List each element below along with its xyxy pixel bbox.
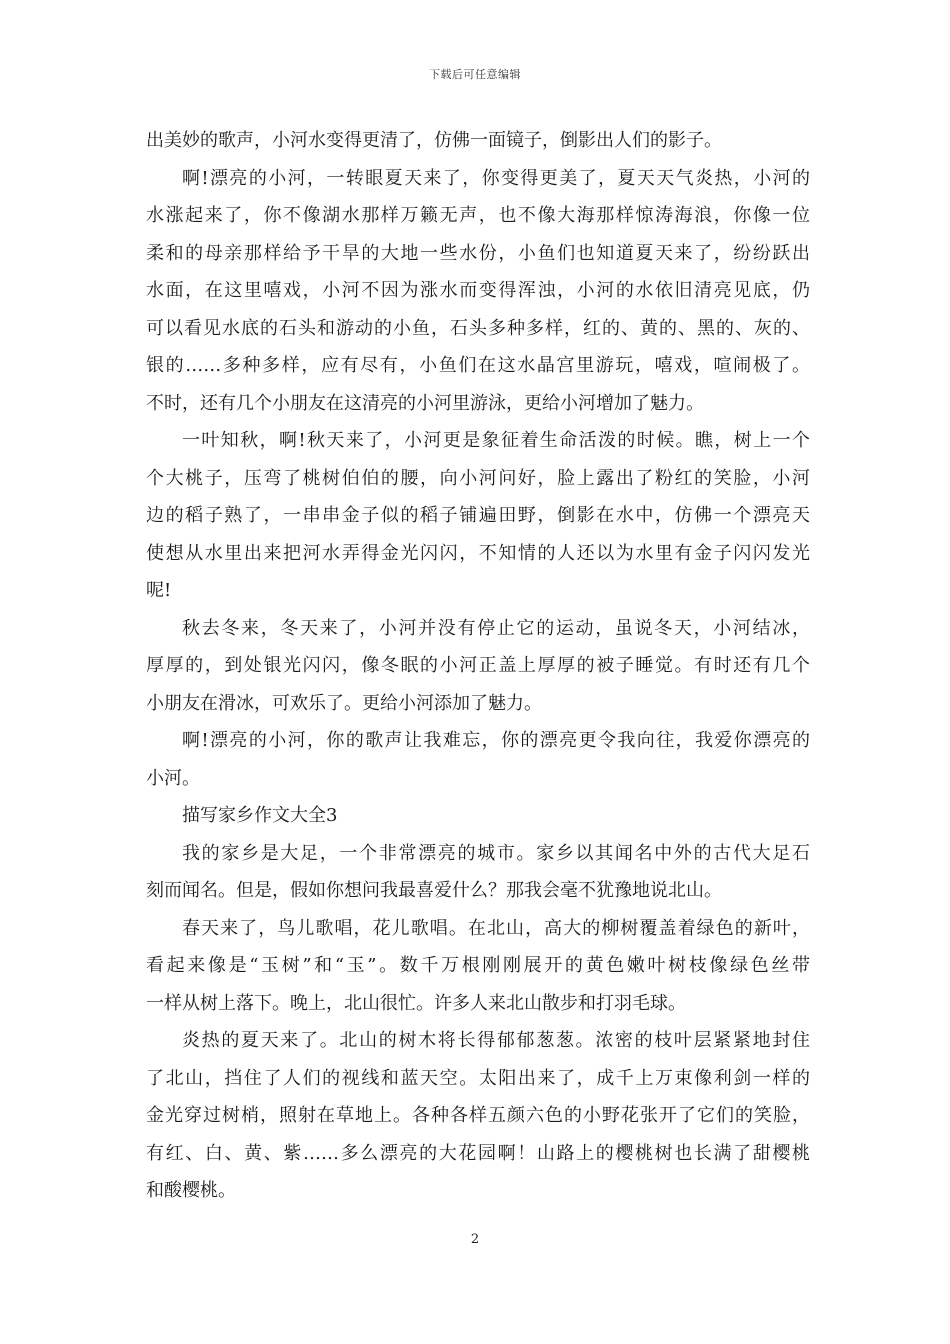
text-line: 刻而闻名。但是，假如你想问我最喜爱什么？那我会毫不犹豫地说北山。 [146,880,722,901]
text-line: 使想从水里出来把河水弄得金光闪闪，不知情的人还以为水里有金子闪闪发光 [146,542,810,564]
paragraph-start-line: 春天来了，鸟儿歌唱，花儿歌唱。在北山，高大的柳树覆盖着绿色的新叶， [182,917,810,939]
paragraph-start-line: 炎热的夏天来了。北山的树木将长得郁郁葱葱。浓密的枝叶层紧紧地封住 [182,1030,810,1051]
text-line: 水涨起来了，你不像湖水那样万籁无声，也不像大海那样惊涛海浪，你像一位 [146,205,810,226]
text-line: 厚厚的，到处银光闪闪，像冬眠的小河正盖上厚厚的被子睡觉。有时还有几个 [146,655,810,676]
page-number: 2 [470,1232,480,1247]
text-line: 不时，还有几个小朋友在这清亮的小河里游泳，更给小河增加了魅力。 [146,392,704,414]
paragraph-start-line: 我的家乡是大足，一个非常漂亮的城市。家乡以其闻名中外的古代大足石 [182,842,810,864]
text-line: 出美妙的歌声，小河水变得更清了，仿佛一面镜子，倒影出人们的影子。 [146,130,722,151]
paragraph-start-line: 一叶知秋，啊!秋天来了，小河更是象征着生命活泼的时候。瞧，树上一个 [182,430,810,451]
paragraph-start-line: 秋去冬来，冬天来了，小河并没有停止它的运动，虽说冬天，小河结冰， [182,617,810,639]
text-line: 有红、白、黄、紫……多么漂亮的大花园啊！山路上的樱桃树也长满了甜樱桃 [146,1142,810,1164]
text-line: 水面，在这里嘻戏，小河不因为涨水而变得浑浊，小河的水依旧清亮见底，仍 [146,280,810,301]
text-line: 小朋友在滑冰，可欢乐了。更给小河添加了魅力。 [146,692,542,714]
document-body [146,122,810,1210]
text-line: 一样从树上落下。晚上，北山很忙。许多人来北山散步和打羽毛球。 [146,992,686,1014]
text-line: 边的稻子熟了，一串串金子似的稻子铺遍田野，倒影在水中，仿佛一个漂亮天 [146,505,810,526]
text-line: 可以看见水底的石头和游动的小鱼，石头多种多样，红的、黄的、黑的、灰的、 [146,317,810,339]
text-line: 金光穿过树梢，照射在草地上。各种各样五颜六色的小野花张开了它们的笑脸， [146,1105,810,1126]
text-line: 呢! [146,580,172,601]
text-line: 看起来像是“玉树”和“玉”。数千万根刚刚展开的黄色嫩叶树枝像绿色丝带 [146,955,810,976]
text-line: 了北山，挡住了人们的视线和蓝天空。太阳出来了，成千上万束像利剑一样的 [146,1067,810,1089]
text-line: 和酸樱桃。 [146,1180,236,1201]
text-line: 小河。 [146,767,200,789]
section-heading: 描写家乡作文大全3 [182,805,338,826]
page-header: 下载后可任意编辑 [429,68,521,81]
paragraph-start-line: 啊!漂亮的小河，你的歌声让我难忘，你的漂亮更令我向往，我爱你漂亮的 [182,730,810,751]
paragraph-start-line: 啊!漂亮的小河，一转眼夏天来了，你变得更美了，夏天天气炎热，小河的 [182,167,810,189]
text-line: 银的……多种多样，应有尽有，小鱼们在这水晶宫里游玩，嘻戏，喧闹极了。 [146,355,810,376]
text-line: 个大桃子，压弯了桃树伯伯的腰，向小河问好，脸上露出了粉红的笑脸，小河 [146,467,810,489]
text-line: 柔和的母亲那样给予干旱的大地一些水份，小鱼们也知道夏天来了，纷纷跃出 [146,242,810,264]
